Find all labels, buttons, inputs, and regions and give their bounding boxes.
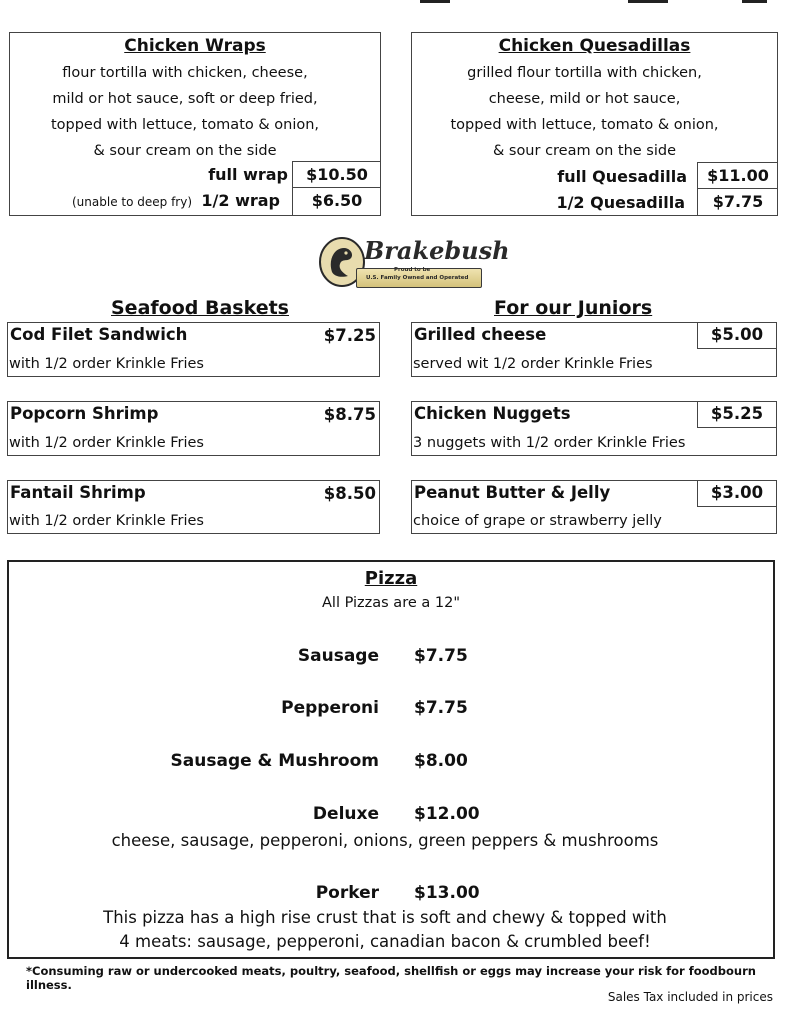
juniors-item-price: $5.25 xyxy=(697,401,777,428)
juniors-item-name: Peanut Butter & Jelly xyxy=(414,483,611,502)
pizza-title: Pizza xyxy=(364,568,418,589)
juniors-item-desc: choice of grape or strawberry jelly xyxy=(413,513,662,529)
pizza-item-price: $13.00 xyxy=(414,883,480,903)
juniors-item-price: $5.00 xyxy=(697,322,777,349)
seafood-item-price: $7.25 xyxy=(323,326,376,345)
pizza-item-desc: 4 meats: sausage, pepperoni, canadian bacon & crumbled beef! xyxy=(119,932,651,951)
sales-tax-note: Sales Tax included in prices xyxy=(607,990,773,1004)
pizza-item-name: Deluxe xyxy=(312,804,379,824)
pizza-item-name: Pepperoni xyxy=(281,698,379,718)
half-wrap-label: 1/2 wrap xyxy=(201,191,280,210)
chicken-wraps-desc: flour tortilla with chicken, cheese, mild or hot sauce, soft or deep fried, topped with lettuce, tomato & onion, & sour cream on the side xyxy=(50,65,320,159)
top-edge-fragment xyxy=(742,0,767,3)
half-wrap-price: $6.50 xyxy=(292,188,381,215)
seafood-item-name: Fantail Shrimp xyxy=(10,483,146,502)
full-quesadilla-price: $11.00 xyxy=(697,162,778,189)
juniors-item-desc: 3 nuggets with 1/2 order Krinkle Fries xyxy=(413,435,686,451)
chicken-wraps-box xyxy=(9,32,381,216)
juniors-item-chicken-nuggets xyxy=(411,401,777,456)
seafood-item-popcorn-shrimp xyxy=(7,401,380,456)
pizza-item-desc: This pizza has a high rise crust that is soft and chewy & topped with xyxy=(103,908,667,927)
juniors-item-name: Grilled cheese xyxy=(414,325,547,344)
juniors-item-grilled-cheese xyxy=(411,322,777,377)
chicken-quesadillas-title: Chicken Quesadillas xyxy=(498,36,691,56)
seafood-item-price: $8.50 xyxy=(323,484,376,503)
half-quesadilla-price: $7.75 xyxy=(697,189,778,216)
pizza-item-price: $12.00 xyxy=(414,804,480,824)
chicken-quesadillas-box xyxy=(411,32,778,216)
pizza-item-price: $8.00 xyxy=(414,751,468,771)
seafood-item-price: $8.75 xyxy=(323,405,376,424)
juniors-heading: For our Juniors xyxy=(494,297,653,319)
brakebush-logo xyxy=(318,234,510,292)
logo-tagline-1: Proud to be xyxy=(394,267,431,273)
seafood-item-name: Popcorn Shrimp xyxy=(10,404,159,423)
full-wrap-label: full wrap xyxy=(208,165,288,184)
juniors-item-pbj xyxy=(411,480,777,534)
seafood-baskets-heading: Seafood Baskets xyxy=(111,297,289,319)
juniors-item-name: Chicken Nuggets xyxy=(414,404,571,423)
seafood-item-desc: with 1/2 order Krinkle Fries xyxy=(9,435,204,451)
juniors-item-desc: served wit 1/2 order Krinkle Fries xyxy=(413,356,653,372)
top-edge-fragment xyxy=(420,0,450,3)
half-quesadilla-label: 1/2 Quesadilla xyxy=(556,193,685,212)
pizza-box xyxy=(7,560,775,959)
chicken-wraps-title: Chicken Wraps xyxy=(124,36,266,56)
seafood-item-name: Cod Filet Sandwich xyxy=(10,325,188,344)
top-edge-fragment xyxy=(628,0,668,3)
full-quesadilla-label: full Quesadilla xyxy=(557,167,687,186)
full-wrap-price: $10.50 xyxy=(292,161,381,188)
seafood-item-fantail-shrimp xyxy=(7,480,380,534)
pizza-item-price: $7.75 xyxy=(414,646,468,666)
logo-brand-text: Brakebush xyxy=(364,236,510,265)
food-safety-warning: *Consuming raw or undercooked meats, poultry, seafood, shellfish or eggs may increase your risk for foodbourn illness. xyxy=(26,964,756,992)
pizza-item-name: Sausage xyxy=(297,646,379,666)
pizza-item-name: Porker xyxy=(315,883,379,903)
seafood-item-cod xyxy=(7,322,380,377)
chicken-quesadillas-desc: grilled flour tortilla with chicken, cheese, mild or hot sauce, topped with lettuce, tomato & onion, & sour cream on the side xyxy=(450,65,719,159)
pizza-item-desc: cheese, sausage, pepperoni, onions, green peppers & mushrooms xyxy=(111,831,659,850)
logo-tagline-2: U.S. Family Owned and Operated xyxy=(366,275,469,281)
pizza-subtitle: All Pizzas are a 12" xyxy=(322,595,460,611)
pizza-item-price: $7.75 xyxy=(414,698,468,718)
seafood-item-desc: with 1/2 order Krinkle Fries xyxy=(9,356,204,372)
pizza-item-name: Sausage & Mushroom xyxy=(170,751,379,771)
half-wrap-note: (unable to deep fry) xyxy=(72,195,193,209)
juniors-item-price: $3.00 xyxy=(697,480,777,507)
seafood-item-desc: with 1/2 order Krinkle Fries xyxy=(9,513,204,529)
